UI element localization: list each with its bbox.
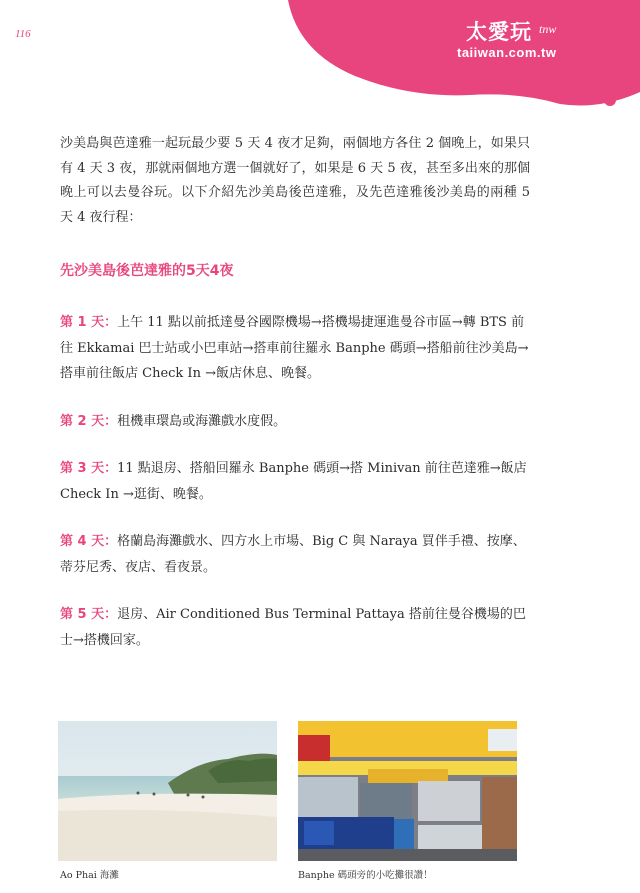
section-heading: 先沙美島後芭達雅的5天4夜: [60, 263, 234, 279]
brand-tag: tnw: [539, 22, 557, 36]
day-label: 第 3 天：: [60, 461, 118, 476]
brand-name: 太愛玩: [466, 20, 532, 44]
food-stall-photo-caption: Banphe 碼頭旁的小吃攤很讚！: [298, 870, 433, 881]
day-label: 第 1 天：: [60, 315, 118, 330]
itinerary-day-2: [60, 409, 530, 435]
day-label: 第 2 天：: [60, 413, 118, 429]
itinerary-day-3: [60, 456, 530, 507]
itinerary-day-5: [60, 602, 530, 653]
day-label: 第 4 天：: [60, 534, 118, 549]
page-number: 116: [15, 28, 31, 40]
article-body: [60, 132, 530, 653]
day-text: 上午 11 點以前抵達曼谷國際機場→搭機場捷運進曼谷市區→轉 BTS 前往 Ekkamai 巴士站或小巴車站→搭車前往羅永 Banphe 碼頭→搭船前往沙美島→搭車前往飯店 Check In →飯店休息、晚餐。: [60, 315, 529, 381]
itinerary-day-4: [60, 529, 530, 580]
day-text: 退房、Air Conditioned Bus Terminal Pattaya 搭前往曼谷機場的巴士→搭機回家。: [60, 607, 526, 648]
day-text: 格蘭島海灘戲水、四方水上市場、Big C 與 Naraya 買伴手禮、按摩、蒂芬尼秀、夜店、看夜景。: [60, 534, 526, 575]
day-text: 11 點退房、搭船回羅永 Banphe 碼頭→搭 Minivan 前往芭達雅→飯店 Check In →逛街、晚餐。: [60, 461, 527, 502]
itinerary-day-1: [60, 310, 530, 387]
day-label: 第 5 天：: [60, 607, 118, 622]
food-stall-photo: [298, 721, 517, 861]
beach-photo: [58, 721, 277, 861]
intro-paragraph: 沙美島與芭達雅一起玩最少要 5 天 4 夜才足夠，兩個地方各住 2 個晚上，如果只有 4 天 3 夜，那就兩個地方選一個就好了，如果是 6 天 5 夜，甚至多出來的那個晚上可以去曼谷玩。以下介紹先沙美島後芭達雅，及先芭達雅後沙美島的兩種 5 天 4 夜行程：: [60, 136, 530, 225]
beach-photo-caption: Ao Phai 海灘: [60, 870, 119, 881]
brand-url: taiiwan.com.tw: [457, 45, 557, 60]
day-text: 租機車環島或海灘戲水度假。: [117, 413, 287, 429]
